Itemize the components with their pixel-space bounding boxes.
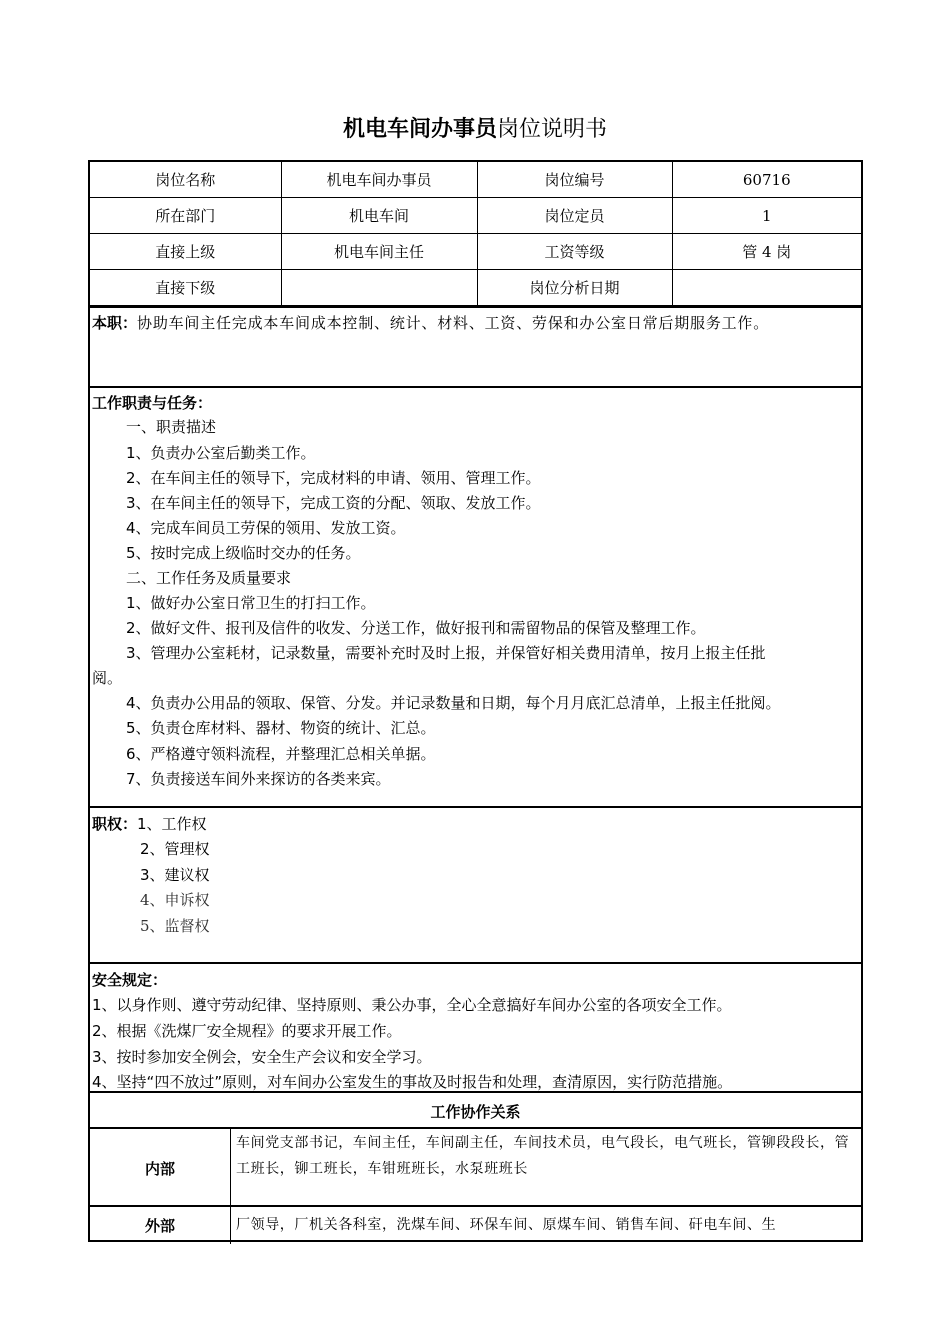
duty-line [92,313,857,333]
coop-bottom-border [90,1240,861,1242]
table-row [90,270,861,306]
tasks-heading: 工作职责与任务： [92,394,213,412]
task-item: 1、做好办公室日常卫生的打扫工作。 [126,594,376,612]
coop-title-border [90,1127,861,1129]
safety-item: 4、坚持“四不放过”原则，对车间办公室发生的事故及时报告和处理，查清原因，实行防范措施。 [92,1073,733,1091]
page-title [0,112,950,148]
tasks-subheading-1: 一、职责描述 [126,418,217,436]
job-description-sheet [88,160,863,1242]
task-item: 7、负责接送车间外来探访的各类来宾。 [126,770,391,788]
safety-item: 1、以身作则、遵守劳动纪律、坚持原则、秉公办事，全心全意搞好车间办公室的各项安全工作。 [92,996,732,1014]
safety-heading: 安全规定： [92,971,168,989]
value-department: 机电车间 [281,198,477,234]
value-headcount: 1 [672,198,861,234]
label-direct-superior: 直接上级 [90,234,281,270]
label-direct-subordinate: 直接下级 [90,270,281,306]
coop-external-text: 厂领导，厂机关各科室，洗煤车间、环保车间、原煤车间、销售车间、矸电车间、生 [236,1217,777,1233]
task-item: 2、在车间主任的领导下，完成材料的申请、领用、管理工作。 [126,469,541,487]
task-item: 3、管理办公室耗材，记录数量，需要补充时及时上报，并保管好相关费用清单，按月上报主任批 [126,644,766,662]
coop-top-border [90,1091,861,1093]
task-item: 4、负责办公用品的领取、保管、分发。并记录数量和日期，每个月月底汇总清单，上报主任批阅。 [126,694,781,712]
task-item: 5、按时完成上级临时交办的任务。 [126,544,361,562]
tasks-subheading-2: 二、工作任务及质量要求 [126,569,292,587]
label-department: 所在部门 [90,198,281,234]
value-direct-subordinate [281,270,477,306]
label-position-code: 岗位编号 [477,162,672,198]
value-salary-grade: 管 4 岗 [672,234,861,270]
label-position-name: 岗位名称 [90,162,281,198]
safety-item: 3、按时参加安全例会，安全生产会议和安全学习。 [92,1048,432,1066]
label-headcount: 岗位定员 [477,198,672,234]
duty-text: 协助车间主任完成本车间成本控制、统计、材料、工资、劳保和办公室日常后期服务工作。 [137,314,770,332]
info-table [90,162,861,306]
duty-label: 本职： [92,314,138,332]
authority-item: 5、监督权 [140,917,210,935]
table-row [90,234,861,270]
coop-column-divider [230,1129,231,1244]
safety-section [90,962,861,1092]
authority-item: 4、申诉权 [140,891,210,909]
coop-internal-text: 车间党支部书记，车间主任，车间副主任，车间技术员，电气段长，电气班长，管铆段段长，管工班长，铆工班长，车钳班班长，水泵班班长 [236,1135,850,1177]
coop-external-label: 外部 [144,1217,175,1235]
label-salary-grade: 工资等级 [477,234,672,270]
task-item-continuation: 阅。 [92,669,123,687]
task-item: 3、在车间主任的领导下，完成工资的分配、领取、发放工作。 [126,494,541,512]
authority-label: 职权： [92,815,138,833]
coop-row-divider [90,1205,861,1207]
authority-section [90,806,861,962]
safety-item: 2、根据《洗煤厂安全规程》的要求开展工作。 [92,1022,402,1040]
tasks-section [90,386,861,806]
task-item: 6、严格遵守领料流程，并整理汇总相关单据。 [126,745,436,763]
task-item: 2、做好文件、报刊及信件的收发、分送工作，做好报刊和需留物品的保管及整理工作。 [126,619,706,637]
authority-line-1 [92,814,857,834]
value-position-code: 60716 [672,162,861,198]
title-normal: 岗位说明书 [497,117,608,142]
value-position-name: 机电车间办事员 [281,162,477,198]
label-analysis-date: 岗位分析日期 [477,270,672,306]
value-analysis-date [672,270,861,306]
table-row [90,162,861,198]
task-item: 4、完成车间员工劳保的领用、发放工资。 [126,519,406,537]
authority-item: 2、管理权 [140,840,210,858]
value-direct-superior: 机电车间主任 [281,234,477,270]
table-row [90,198,861,234]
duty-section [90,306,861,386]
authority-item: 1、工作权 [137,815,207,833]
task-item: 1、负责办公室后勤类工作。 [126,444,316,462]
coop-internal-label: 内部 [144,1160,175,1178]
task-item: 5、负责仓库材料、器材、物资的统计、汇总。 [126,719,436,737]
title-bold: 机电车间办事员 [342,117,497,142]
coop-title: 工作协作关系 [430,1103,521,1121]
authority-item: 3、建议权 [140,866,210,884]
